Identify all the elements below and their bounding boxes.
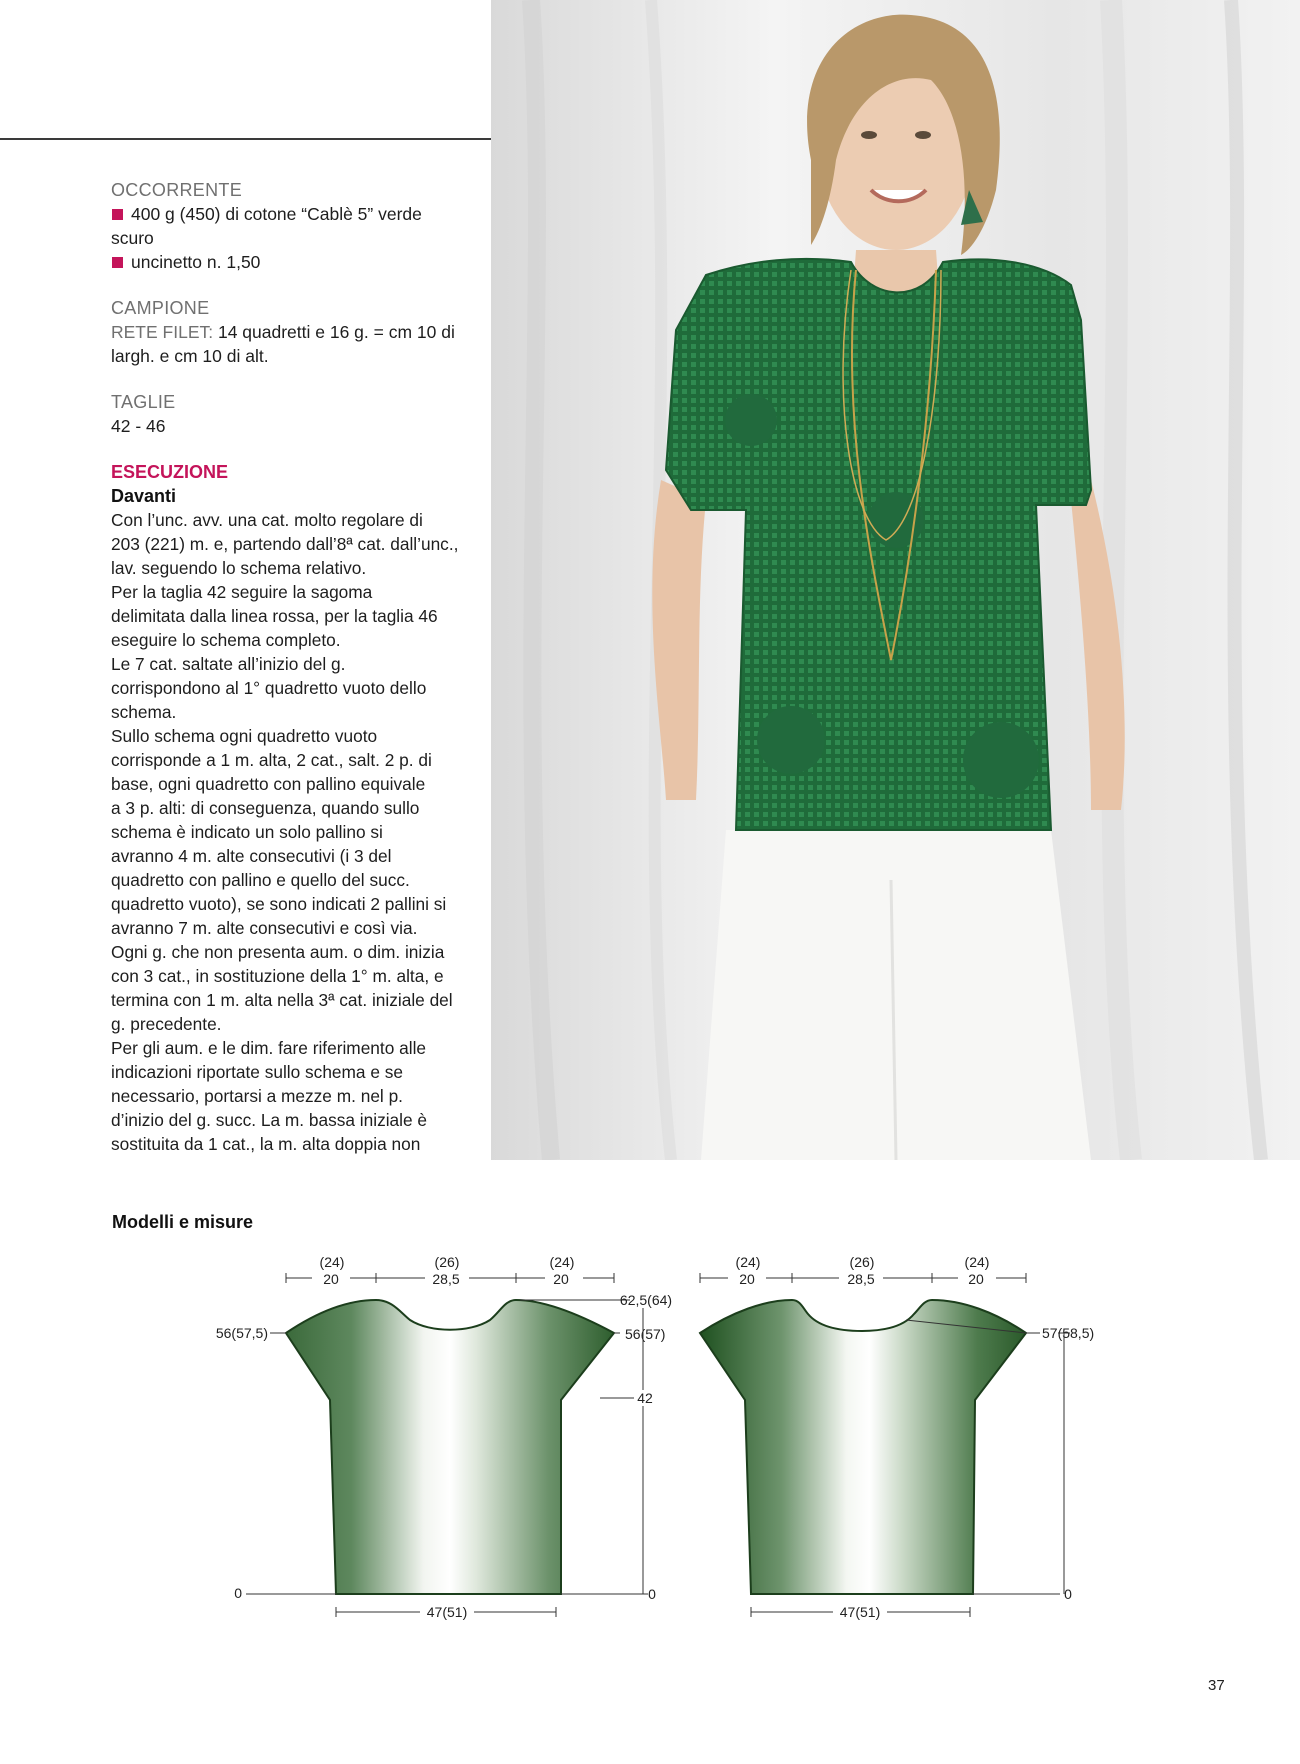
esecuzione-heading: ESECUZIONE xyxy=(111,462,229,482)
esecuzione-line: Sullo schema ogni quadretto vuoto xyxy=(111,726,378,746)
esecuzione-line: base, ogni quadretto con pallino equivale xyxy=(111,774,426,794)
esecuzione-line: lav. seguendo lo schema relativo. xyxy=(111,558,367,578)
materials-item-yarn-cont: scuro xyxy=(111,228,154,248)
campione-line-1 xyxy=(111,320,483,344)
front-top-right-alt: (24) xyxy=(549,1254,575,1270)
materials-item-hook-text: uncinetto n. 1,50 xyxy=(131,252,261,272)
front-top-right: 20 xyxy=(553,1271,569,1287)
front-total-height: 62,5(64) xyxy=(619,1292,673,1308)
page-number: 37 xyxy=(1208,1677,1225,1694)
back-top-left: 20 xyxy=(739,1271,755,1287)
back-top-mid-alt: (26) xyxy=(849,1254,875,1270)
back-top-mid: 28,5 xyxy=(847,1271,875,1287)
taglie-value: 42 - 46 xyxy=(111,416,166,436)
front-bottom-width: 47(51) xyxy=(426,1604,468,1620)
esecuzione-line: indicazioni riportate sullo schema e se xyxy=(111,1062,404,1082)
esecuzione-line: Per la taglia 42 seguire la sagoma xyxy=(111,582,373,602)
esecuzione-line: con 3 cat., in sostituzione della 1° m. alta, e xyxy=(111,966,444,986)
esecuzione-text xyxy=(111,508,483,1156)
campione-prefix: RETE FILET: xyxy=(111,322,214,342)
schematic-diagrams xyxy=(0,1240,1300,1640)
esecuzione-line: Ogni g. che non presenta aum. o dim. inizia xyxy=(111,942,445,962)
bullet-square-icon xyxy=(112,257,123,268)
esecuzione-line: eseguire lo schema completo. xyxy=(111,630,341,650)
esecuzione-line: corrisponde a 1 m. alta, 2 cat., salt. 2 p. di xyxy=(111,750,432,770)
front-zero-right: 0 xyxy=(648,1586,656,1602)
front-top-left: 20 xyxy=(323,1271,339,1287)
materials-item-yarn xyxy=(111,202,483,226)
esecuzione-line: d’inizio del g. succ. La m. bassa iniziale è xyxy=(111,1110,428,1130)
esecuzione-line: avranno 7 m. alte consecutivi e così via. xyxy=(111,918,418,938)
bullet-square-icon xyxy=(112,209,123,220)
back-bottom-width: 47(51) xyxy=(839,1604,881,1620)
materials-item-yarn-text: 400 g (450) di cotone “Cablè 5” verde xyxy=(131,204,422,224)
esecuzione-line: necessario, portarsi a mezze m. nel p. xyxy=(111,1086,403,1106)
esecuzione-line: Le 7 cat. saltate all’inizio del g. xyxy=(111,654,346,674)
back-garment-shape xyxy=(700,1300,1026,1594)
diagram-title: Modelli e misure xyxy=(112,1212,254,1232)
esecuzione-line: corrispondono al 1° quadretto vuoto dello xyxy=(111,678,427,698)
campione-label: CAMPIONE xyxy=(111,298,210,318)
front-shoulder-right: 56(57) xyxy=(625,1326,666,1342)
esecuzione-line: Con l’unc. avv. una cat. molto regolare di xyxy=(111,510,423,530)
top-rule xyxy=(0,138,491,140)
front-zero-left: 0 xyxy=(234,1585,242,1601)
front-top-left-alt: (24) xyxy=(319,1254,345,1270)
esecuzione-line: delimitata dalla linea rossa, per la taglia 46 xyxy=(111,606,438,626)
front-top-mid: 28,5 xyxy=(432,1271,460,1287)
esecuzione-line: schema. xyxy=(111,702,177,722)
back-shoulder-right: 57(58,5) xyxy=(1042,1325,1095,1341)
back-top-right: 20 xyxy=(968,1271,984,1287)
back-zero-right: 0 xyxy=(1064,1586,1072,1602)
davanti-subheading: Davanti xyxy=(111,486,177,506)
occorrente-label: OCCORRENTE xyxy=(111,180,243,200)
esecuzione-line: g. precedente. xyxy=(111,1014,222,1034)
campione-line-1-text: 14 quadretti e 16 g. = cm 10 di xyxy=(213,322,455,342)
front-shoulder-left: 56(57,5) xyxy=(215,1325,268,1341)
front-garment-shape xyxy=(286,1300,614,1594)
taglie-label: TAGLIE xyxy=(111,392,176,412)
esecuzione-line: 203 (221) m. e, partendo dall’8ª cat. dall’unc., xyxy=(111,534,459,554)
front-diagram xyxy=(216,1254,678,1621)
esecuzione-line: quadretto vuoto), se sono indicati 2 pallini si xyxy=(111,894,447,914)
back-top-left-alt: (24) xyxy=(735,1254,761,1270)
front-top-mid-alt: (26) xyxy=(434,1254,460,1270)
esecuzione-line: schema è indicato un solo pallino si xyxy=(111,822,383,842)
back-diagram xyxy=(700,1254,1094,1621)
model-photo-illustration xyxy=(491,0,1300,1160)
campione-line-2: largh. e cm 10 di alt. xyxy=(111,346,269,366)
back-top-right-alt: (24) xyxy=(964,1254,990,1270)
esecuzione-line: Per gli aum. e le dim. fare riferimento alle xyxy=(111,1038,427,1058)
front-side-height: 42 xyxy=(637,1390,653,1406)
esecuzione-line: quadretto con pallino e quello del succ. xyxy=(111,870,410,890)
esecuzione-line: a 3 p. alti: di conseguenza, quando sullo xyxy=(111,798,420,818)
materials-item-hook xyxy=(111,250,483,274)
esecuzione-line: termina con 1 m. alta nella 3ª cat. iniziale del xyxy=(111,990,453,1010)
esecuzione-line: sostituita da 1 cat., la m. alta doppia non xyxy=(111,1134,421,1154)
instructions-column xyxy=(111,178,483,1156)
esecuzione-line: avranno 4 m. alte consecutivi (i 3 del xyxy=(111,846,392,866)
model-photo xyxy=(491,0,1300,1160)
